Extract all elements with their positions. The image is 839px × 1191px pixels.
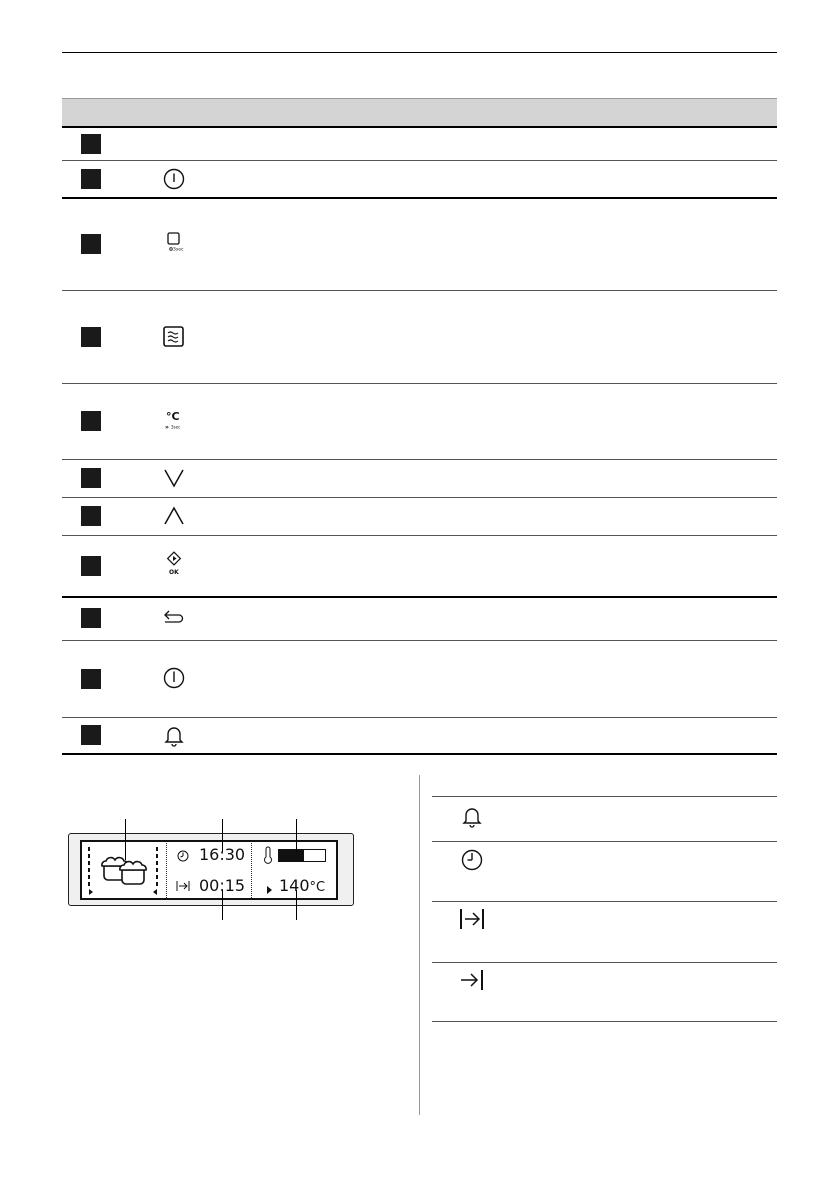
duration-icon bbox=[175, 878, 191, 892]
row-number-box bbox=[81, 169, 101, 189]
row-number-box bbox=[81, 506, 101, 526]
row-number-box bbox=[81, 134, 101, 154]
callout-line bbox=[296, 819, 297, 852]
display-duration: 00:15 bbox=[199, 876, 246, 895]
start-ok-icon bbox=[160, 551, 188, 579]
heatup-bar bbox=[278, 849, 326, 862]
display-divider bbox=[251, 843, 252, 898]
temperature-fast-heat-icon bbox=[160, 406, 188, 434]
row-divider bbox=[62, 290, 777, 291]
bell-icon bbox=[160, 721, 188, 749]
row-number-box bbox=[81, 608, 101, 628]
end-time-icon bbox=[458, 967, 486, 995]
svg-text:»: » bbox=[165, 424, 169, 431]
row-number-box bbox=[81, 725, 101, 745]
row-number-box bbox=[81, 468, 101, 488]
row-number-box bbox=[81, 411, 101, 431]
row-number-box bbox=[81, 669, 101, 689]
row-divider bbox=[62, 640, 777, 641]
svg-text:°C: °C bbox=[166, 410, 180, 423]
header-rule bbox=[62, 52, 777, 53]
column-divider bbox=[419, 775, 420, 1115]
row-divider bbox=[62, 459, 777, 460]
row-divider bbox=[62, 160, 777, 161]
row-divider bbox=[62, 717, 777, 718]
temperature-unit: °C bbox=[309, 880, 326, 895]
display-temperature bbox=[279, 876, 325, 895]
callout-line bbox=[296, 890, 297, 920]
row-divider bbox=[62, 497, 777, 498]
row-number-box bbox=[81, 234, 101, 254]
table-header bbox=[62, 98, 777, 128]
row-number-box bbox=[81, 556, 101, 576]
indicator-row-divider bbox=[432, 841, 777, 842]
svg-text:3sec: 3sec bbox=[173, 247, 184, 253]
display-time: 16:30 bbox=[199, 845, 246, 864]
indicator-row-divider bbox=[432, 1021, 777, 1022]
temperature-value: 140 bbox=[279, 876, 310, 895]
bell-icon bbox=[458, 802, 486, 830]
indicator-row-divider bbox=[432, 796, 777, 797]
callout-line bbox=[125, 819, 126, 860]
duration-icon bbox=[458, 906, 486, 934]
callout-line bbox=[222, 890, 223, 920]
light-steam-icon bbox=[160, 230, 188, 258]
svg-text:3sec: 3sec bbox=[171, 424, 181, 430]
row-divider bbox=[62, 197, 777, 199]
chevron-down-icon bbox=[160, 464, 188, 492]
play-indicator-icon bbox=[266, 880, 274, 890]
callout-line bbox=[222, 819, 223, 852]
row-divider bbox=[62, 535, 777, 536]
clock-icon bbox=[176, 848, 190, 862]
heating-function-pictogram bbox=[86, 845, 162, 895]
display-divider bbox=[166, 843, 167, 898]
thermometer-icon bbox=[262, 846, 274, 864]
indicator-row-divider bbox=[432, 962, 777, 963]
row-number-box bbox=[81, 327, 101, 347]
clock-icon bbox=[160, 664, 188, 692]
svg-text:OK: OK bbox=[169, 569, 179, 576]
row-divider bbox=[62, 383, 777, 384]
power-icon bbox=[160, 165, 188, 193]
chevron-up-icon bbox=[160, 502, 188, 530]
heatup-bar-fill bbox=[279, 850, 304, 861]
indicator-row-divider bbox=[432, 901, 777, 902]
back-arrow-icon bbox=[160, 604, 188, 632]
heating-function-icon bbox=[160, 323, 188, 351]
row-divider bbox=[62, 753, 777, 755]
row-divider bbox=[62, 596, 777, 598]
clock-icon bbox=[458, 846, 486, 874]
